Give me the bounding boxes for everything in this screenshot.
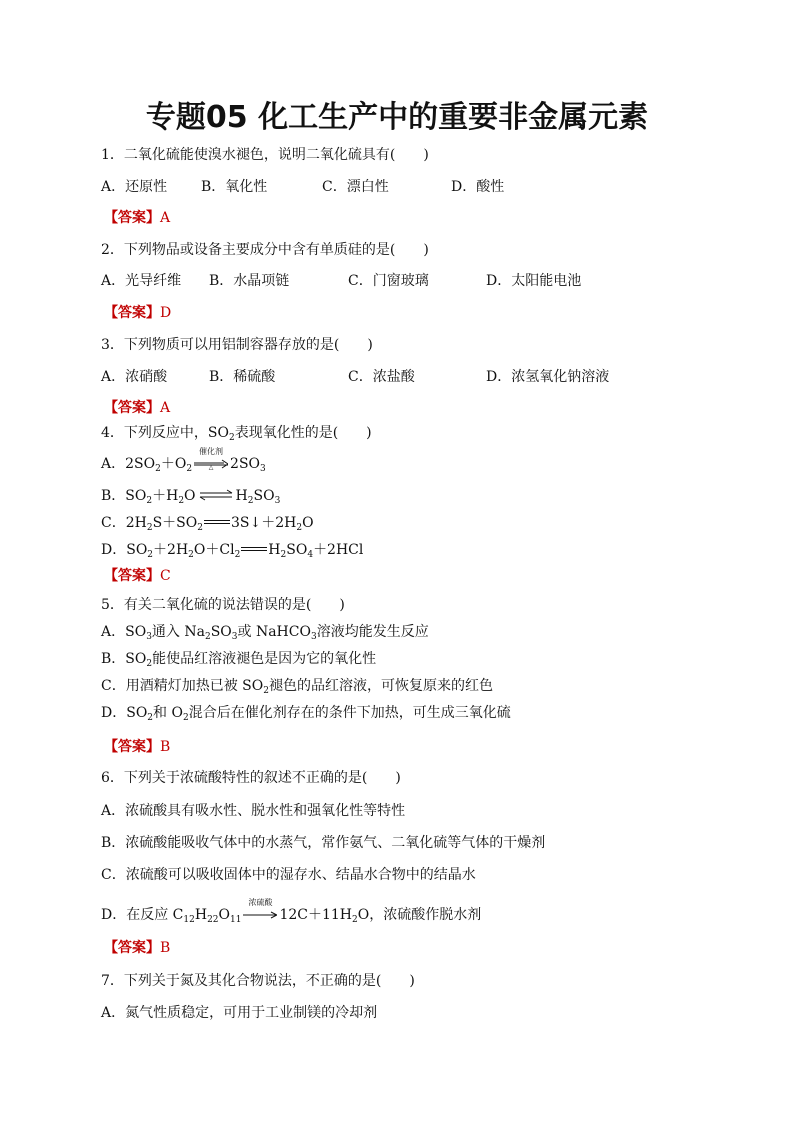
q5-option-b: B．$SO_2$能使品红溶液褪色是因为它的氧化性 — [101, 651, 377, 669]
q5-option-c: C．用酒精灯加热已被 $SO_2$褪色的品红溶液，可恢复原来的红色 — [101, 678, 493, 696]
answer-tag: 【答案】 — [104, 400, 160, 416]
q4-option-c: C．$2H_2S+SO_2$ $3S↓+2H_2O$ — [101, 515, 314, 533]
question-3-stem: 3．下列物质可以用铝制容器存放的是( ) — [101, 337, 373, 353]
answer-value: C — [160, 568, 171, 584]
q5-option-d: D．$SO_2$和 $O_2$混合后在催化剂存在的条件下加热，可生成三氧化硫 — [101, 705, 511, 723]
answer-value: D — [160, 305, 172, 321]
q2-option-b: B．水晶项链 — [209, 273, 290, 289]
q3-option-c: C．浓盐酸 — [348, 369, 415, 385]
question-5-stem: 5．有关二氧化硫的说法错误的是( ) — [101, 597, 345, 613]
q1-option-a: A．还原性 — [101, 179, 168, 195]
q6-option-c: C．浓硫酸可以吸收固体中的湿存水、结晶水合物中的结晶水 — [101, 867, 476, 883]
q1-option-b: B．氧化性 — [201, 179, 268, 195]
q2-option-d: D．太阳能电池 — [486, 273, 582, 289]
q6-option-d: D．在反应 $C_{12}H_{22}O_{11}$ 浓硫酸 $12C+11H_2O$，浓硫酸作脱水剂 — [101, 898, 482, 925]
reaction-arrow-icon: 浓硫酸 — [243, 907, 277, 921]
q4-option-d: D．$SO_2+2H_2O+Cl_2$ $H_2SO_4+2HCl$ — [101, 542, 364, 560]
equals-sign-icon — [241, 542, 267, 556]
reversible-arrow-icon — [198, 488, 234, 502]
catalyst-arrow: 催化剂 △ — [194, 456, 228, 470]
q3-option-b: B．稀硫酸 — [209, 369, 276, 385]
q1-option-d: D．酸性 — [451, 179, 505, 195]
answer-value: A — [160, 210, 171, 226]
answer-tag: 【答案】 — [104, 568, 160, 584]
q3-option-a: A．浓硝酸 — [101, 369, 168, 385]
q2-option-c: C．门窗玻璃 — [348, 273, 429, 289]
q3-answer — [104, 399, 170, 417]
q3-option-d: D．浓氢氧化钠溶液 — [486, 369, 610, 385]
q2-answer — [104, 304, 171, 322]
answer-tag: 【答案】 — [104, 210, 160, 226]
question-7-stem: 7．下列关于氮及其化合物说法，不正确的是( ) — [101, 973, 415, 989]
q1-option-c: C．漂白性 — [322, 179, 389, 195]
q5-answer — [104, 738, 170, 756]
q6-option-a: A．浓硫酸具有吸水性、脱水性和强氧化性等特性 — [101, 803, 406, 819]
q4-answer — [104, 567, 171, 585]
q6-option-b: B．浓硫酸能吸收气体中的水蒸气，常作氨气、二氧化硫等气体的干燥剂 — [101, 835, 546, 851]
q1-answer — [104, 209, 170, 227]
question-4-stem: 4．下列反应中，$SO_2$表现氧化性的是( ) — [101, 425, 372, 443]
question-1-stem: 1．二氧化硫能使溴水褪色，说明二氧化硫具有( ) — [101, 147, 429, 163]
answer-tag: 【答案】 — [104, 940, 160, 956]
q2-option-a: A．光导纤维 — [101, 273, 182, 289]
answer-tag: 【答案】 — [104, 739, 160, 755]
answer-tag: 【答案】 — [104, 305, 160, 321]
equals-sign-icon — [204, 515, 230, 529]
q5-option-a: A．$SO_3$通入 $Na_2SO_3$或 NaHCO$_3$溶液均能发生反应 — [101, 624, 429, 642]
page-title: 专题05 化工生产中的重要非金属元素 — [145, 100, 649, 135]
q6-answer — [104, 939, 170, 957]
q7-option-a: A．氮气性质稳定，可用于工业制镁的冷却剂 — [101, 1005, 378, 1021]
answer-value: B — [160, 940, 171, 956]
q4-option-a: A．$2SO_2+O_2$ 催化剂 △ $2SO_3$ — [101, 447, 266, 474]
question-6-stem: 6．下列关于浓硫酸特性的叙述不正确的是( ) — [101, 770, 401, 786]
answer-value: A — [160, 400, 171, 416]
answer-value: B — [160, 739, 171, 755]
question-2-stem: 2．下列物品或设备主要成分中含有单质硅的是( ) — [101, 242, 429, 258]
q4-option-b: B．$SO_2+H_2O$ $H_2SO_3$ — [101, 488, 281, 506]
